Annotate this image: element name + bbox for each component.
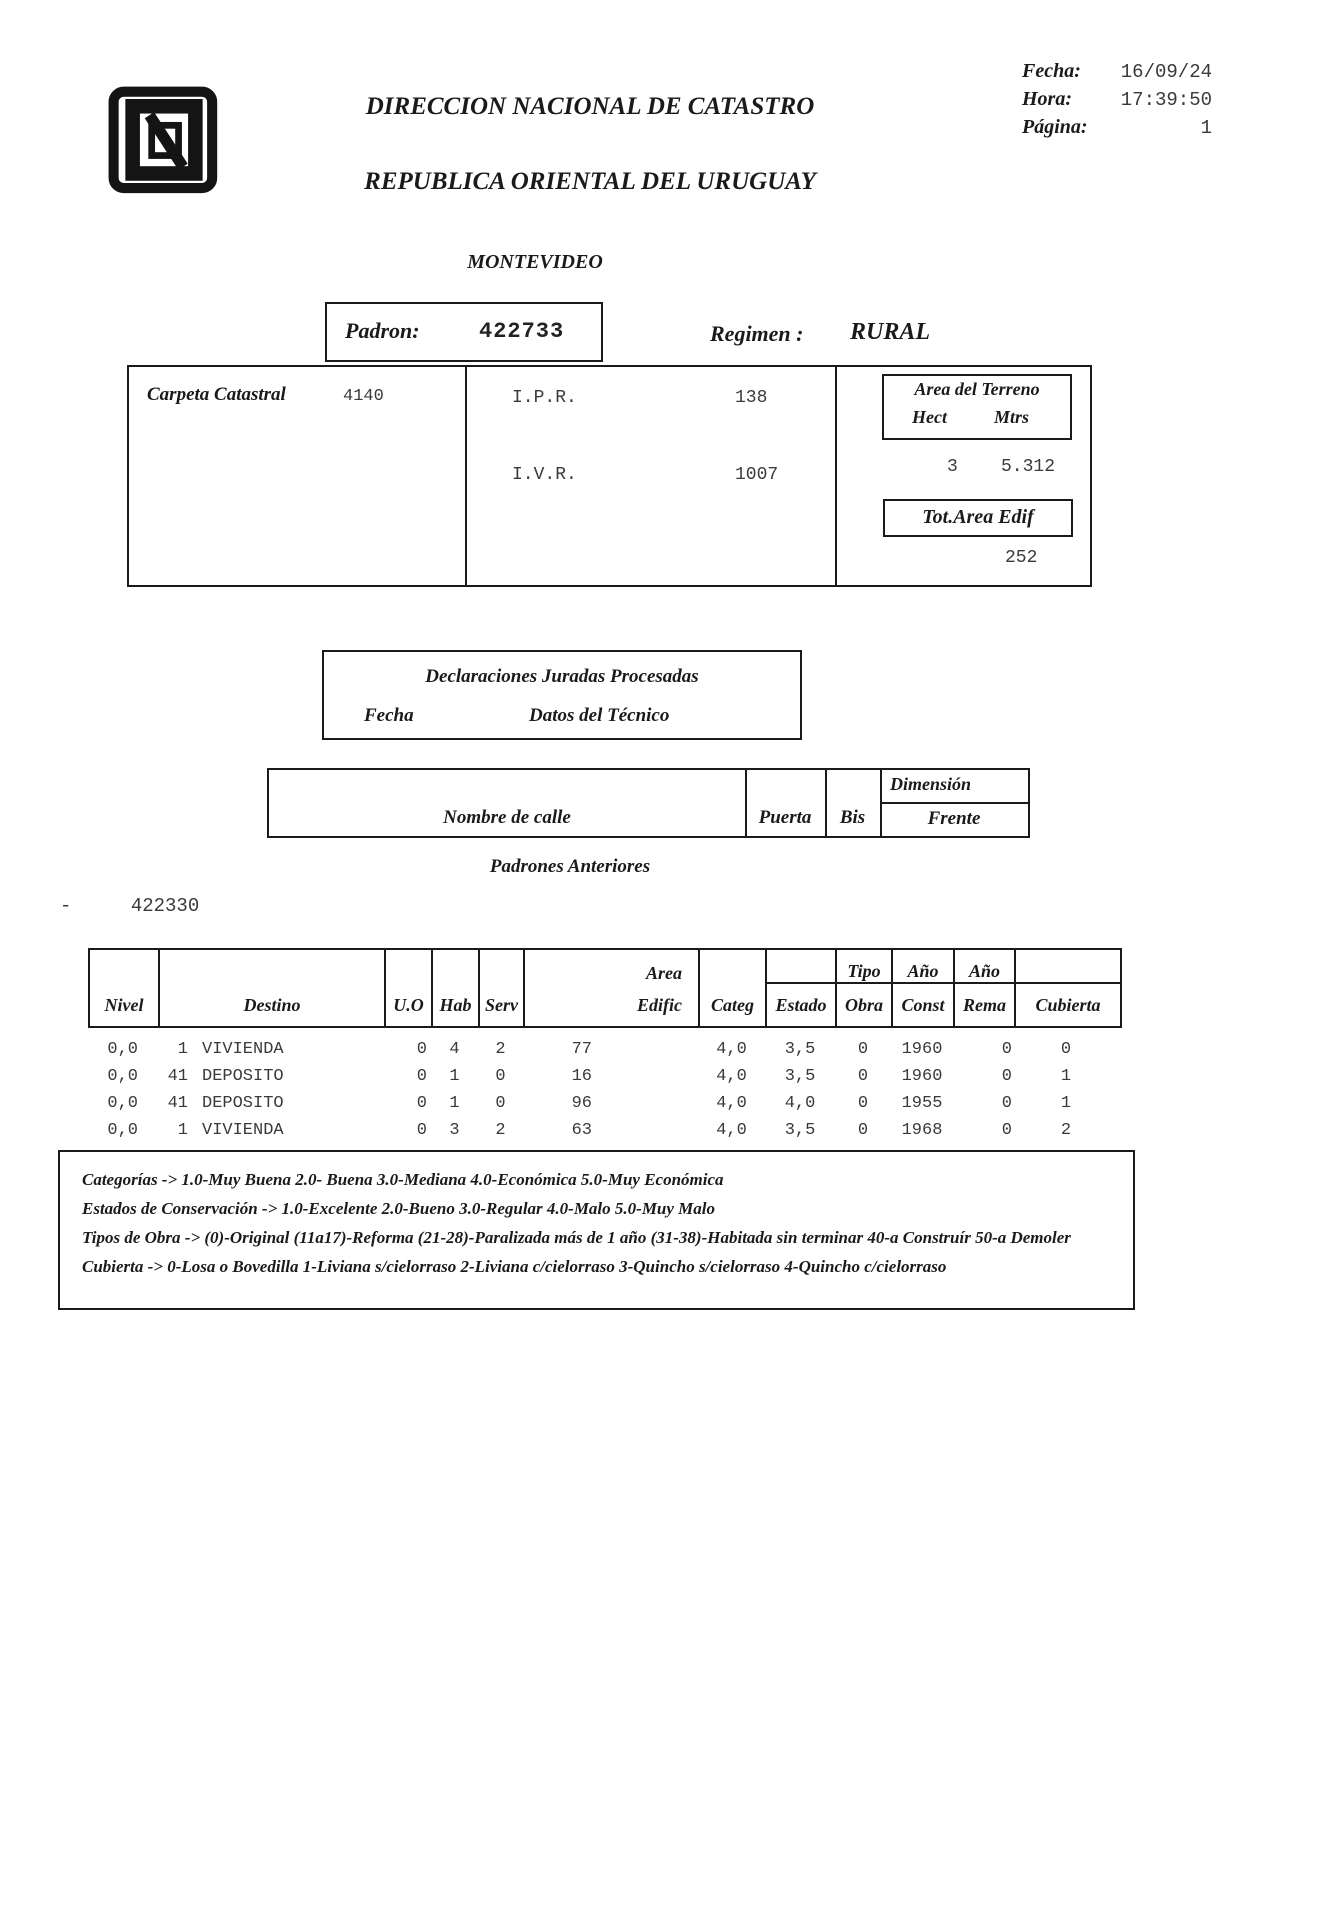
declaraciones-fecha-label: Fecha — [364, 705, 414, 726]
cell-estado: 3,5 — [784, 1040, 816, 1059]
col-cubierta — [1016, 950, 1120, 1026]
construcciones-table-header — [88, 948, 1122, 1028]
ivr-label: I.V.R. — [512, 465, 577, 485]
cell-tipo-obra: 0 — [857, 1094, 869, 1113]
hora-label: Hora: — [1022, 88, 1072, 110]
cell-destino-name: VIVIENDA — [202, 1040, 284, 1059]
pagina-label: Página: — [1022, 116, 1088, 138]
cell-estado: 4,0 — [784, 1094, 816, 1113]
bis-header: Bis — [839, 807, 866, 828]
col-categ-top — [700, 950, 765, 984]
col-area-top: Area — [646, 963, 682, 983]
col-cubierta-top — [1016, 950, 1120, 984]
cell-area: 77 — [571, 1040, 592, 1059]
cell-serv: 2 — [495, 1040, 506, 1059]
hora-value: 17:39:50 — [1120, 89, 1212, 111]
col-estado-top — [767, 950, 835, 984]
cell-uo: 0 — [416, 1094, 427, 1113]
cell-anio-rema: 0 — [1001, 1094, 1012, 1113]
dimension-header: Dimensión — [890, 774, 972, 794]
col-destino-label: Destino — [243, 994, 301, 1015]
col-anio-const-label: Const — [901, 994, 945, 1015]
padrones-anteriores-title: Padrones Anteriores — [489, 856, 651, 877]
cell-anio-const: 1960 — [901, 1067, 943, 1086]
parcel-box — [127, 365, 1092, 587]
declaraciones-title: Declaraciones Juradas Procesadas — [425, 666, 699, 687]
cell-tipo-obra: 0 — [857, 1121, 869, 1140]
col-tipo-label: Tipo — [837, 950, 891, 984]
col-serv-top — [480, 950, 523, 984]
legend-tipos-obra: Tipos de Obra -> (0)-Original (11a17)-Reforma (21-28)-Paralizada más de 1 año (31-38)-Habitada sin terminar 40-a Construír 50-a Demoler — [82, 1228, 1071, 1247]
cell-cubierta: 1 — [1060, 1067, 1072, 1086]
department-title: MONTEVIDEO — [467, 251, 603, 273]
construction-row — [88, 1094, 1118, 1121]
col-hab — [433, 950, 480, 1026]
fecha-value: 16/09/24 — [1120, 61, 1212, 83]
col-uo-top — [386, 950, 431, 984]
cell-categ: 4,0 — [716, 1040, 747, 1059]
legend-box — [58, 1150, 1135, 1310]
col-tipo-obra — [837, 950, 893, 1026]
mtrs-value: 5.312 — [1001, 457, 1056, 477]
fecha-label: Fecha: — [1022, 60, 1081, 82]
cell-nivel: 0,0 — [107, 1121, 138, 1140]
cell-categ: 4,0 — [716, 1067, 747, 1086]
cell-destino — [158, 1094, 384, 1121]
cell-serv: 0 — [495, 1094, 506, 1113]
cell-nivel: 0,0 — [107, 1067, 138, 1086]
cell-destino — [158, 1040, 384, 1067]
frente-header: Frente — [927, 808, 981, 829]
construction-row — [88, 1121, 1118, 1148]
construction-row — [88, 1040, 1118, 1067]
cell-hab: 1 — [449, 1067, 460, 1086]
cell-destino-name: DEPOSITO — [202, 1094, 284, 1113]
tot-area-title: Tot.Area Edif — [922, 506, 1034, 528]
parcel-divider-1 — [465, 367, 467, 585]
cell-destino-code: 1 — [177, 1040, 188, 1059]
col-cubierta-label: Cubierta — [1035, 994, 1101, 1015]
ivr-value: 1007 — [735, 465, 779, 485]
col-anio-rema-label: Rema — [963, 994, 1006, 1015]
cell-destino-code: 41 — [167, 1094, 188, 1113]
col-anio-const-top: Año — [893, 950, 953, 984]
cell-area: 63 — [571, 1121, 592, 1140]
catastro-logo-icon — [108, 86, 220, 196]
padron-box — [325, 302, 603, 362]
cell-anio-const: 1960 — [901, 1040, 943, 1059]
cell-nivel: 0,0 — [107, 1094, 138, 1113]
cell-anio-rema: 0 — [1001, 1040, 1012, 1059]
padron-anterior-value: 422330 — [130, 895, 200, 917]
org-subtitle: REPUBLICA ORIENTAL DEL URUGUAY — [364, 168, 816, 195]
dimension-midline — [880, 802, 1028, 804]
hect-value: 3 — [947, 457, 958, 477]
declaraciones-box — [322, 650, 802, 740]
puerta-header: Puerta — [758, 807, 812, 828]
col-nivel-label: Nivel — [104, 994, 144, 1015]
tot-area-value: 252 — [1005, 548, 1038, 568]
padron-value: 422733 — [479, 319, 565, 344]
col-serv — [480, 950, 525, 1026]
calle-table — [267, 768, 1030, 838]
cell-categ: 4,0 — [716, 1094, 747, 1113]
col-estado-label: Estado — [775, 994, 827, 1015]
construction-row — [88, 1067, 1118, 1094]
col-anio-const — [893, 950, 955, 1026]
col-obra-label: Obra — [844, 994, 883, 1015]
cell-uo: 0 — [416, 1121, 427, 1140]
pagina-value: 1 — [1200, 117, 1212, 139]
cell-cubierta: 1 — [1060, 1094, 1072, 1113]
cell-area: 16 — [571, 1067, 592, 1086]
area-terreno-box — [882, 374, 1072, 440]
cell-uo: 0 — [416, 1040, 427, 1059]
cell-destino-name: VIVIENDA — [202, 1121, 284, 1140]
org-title: DIRECCION NACIONAL DE CATASTRO — [365, 93, 815, 120]
cell-categ: 4,0 — [716, 1121, 747, 1140]
cell-area: 96 — [571, 1094, 592, 1113]
cell-hab: 4 — [449, 1040, 460, 1059]
parcel-divider-2 — [835, 367, 837, 585]
cell-hab: 1 — [449, 1094, 460, 1113]
cell-uo: 0 — [416, 1067, 427, 1086]
legend-estados: Estados de Conservación -> 1.0-Excelente 2.0-Bueno 3.0-Regular 4.0-Malo 5.0-Muy Malo — [82, 1199, 716, 1218]
carpeta-value: 4140 — [343, 387, 384, 406]
col-hab-top — [433, 950, 478, 984]
col-area-edific — [525, 950, 700, 1026]
ipr-label: I.P.R. — [512, 388, 577, 408]
cell-destino — [158, 1121, 384, 1148]
col-anio-rema-top: Año — [955, 950, 1014, 984]
cell-cubierta: 2 — [1060, 1121, 1072, 1140]
cell-cubierta: 0 — [1060, 1040, 1072, 1059]
col-categ — [700, 950, 767, 1026]
col-uo-label: U.O — [393, 994, 424, 1015]
col-serv-label: Serv — [485, 994, 518, 1015]
col-destino-top — [160, 950, 384, 984]
cell-anio-const: 1968 — [901, 1121, 943, 1140]
cell-destino-code: 1 — [177, 1121, 188, 1140]
col-destino — [160, 950, 386, 1026]
carpeta-label: Carpeta Catastral — [147, 384, 286, 405]
cell-destino-name: DEPOSITO — [202, 1067, 284, 1086]
cell-tipo-obra: 0 — [857, 1067, 869, 1086]
tot-area-box — [883, 499, 1073, 537]
nombre-calle-header: Nombre de calle — [443, 807, 571, 828]
regimen-label: Regimen : — [710, 321, 804, 346]
col-nivel-top — [90, 950, 158, 984]
cell-anio-rema: 0 — [1001, 1067, 1012, 1086]
padron-label: Padron: — [345, 318, 420, 343]
legend-cubierta: Cubierta -> 0-Losa o Bovedilla 1-Liviana s/cielorraso 2-Liviana c/cielorraso 3-Quincho s/cielorraso 4-Quincho c/cielorraso — [82, 1257, 947, 1276]
col-categ-label: Categ — [711, 994, 754, 1015]
hect-label: Hect — [912, 407, 947, 427]
col-anio-rema — [955, 950, 1016, 1026]
col-area-label: Edific — [637, 994, 682, 1015]
cell-serv: 0 — [495, 1067, 506, 1086]
regimen-value: RURAL — [850, 319, 931, 345]
cell-tipo-obra: 0 — [857, 1040, 869, 1059]
cell-anio-rema: 0 — [1001, 1121, 1012, 1140]
cell-serv: 2 — [495, 1121, 506, 1140]
cell-nivel: 0,0 — [107, 1040, 138, 1059]
cell-destino-code: 41 — [167, 1067, 188, 1086]
declaraciones-tecnico-label: Datos del Técnico — [529, 705, 670, 726]
cell-destino — [158, 1067, 384, 1094]
ipr-value: 138 — [735, 388, 768, 408]
col-estado — [767, 950, 837, 1026]
padron-anterior-item — [60, 895, 199, 917]
area-terreno-title: Area del Terreno — [914, 379, 1040, 399]
cell-hab: 3 — [449, 1121, 460, 1140]
col-hab-label: Hab — [439, 994, 472, 1015]
col-nivel — [90, 950, 160, 1026]
legend-categorias: Categorías -> 1.0-Muy Buena 2.0- Buena 3.0-Mediana 4.0-Económica 5.0-Muy Económica — [82, 1170, 724, 1189]
cell-anio-const: 1955 — [901, 1094, 943, 1113]
padron-anterior-dash: - — [60, 895, 72, 917]
col-uo — [386, 950, 433, 1026]
cell-estado: 3,5 — [784, 1067, 816, 1086]
cell-estado: 3,5 — [784, 1121, 816, 1140]
mtrs-label: Mtrs — [994, 407, 1030, 427]
